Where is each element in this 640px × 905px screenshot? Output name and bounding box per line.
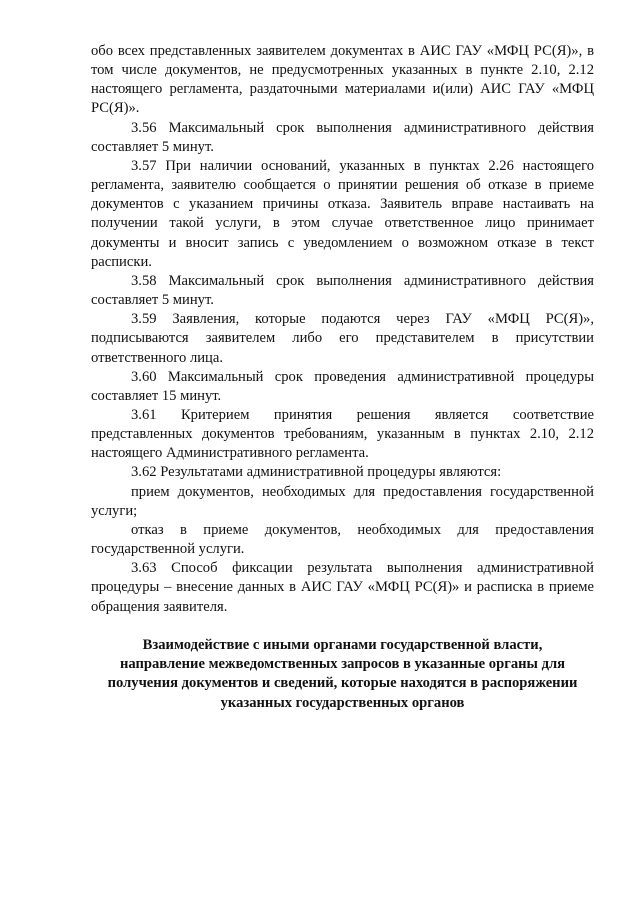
section-heading-line: получения документов и сведений, которые находятся в распоряжении <box>107 675 578 692</box>
paragraph-3-62: 3.62 Результатами административной процедуры являются: <box>131 464 502 481</box>
paragraph-3-63: 3.63 Способ фиксации результата выполнения административной процедуры – внесение данных в АИС ГАУ «МФЦ РС(Я)» и расписка в приеме обращения заявителя. <box>91 560 594 615</box>
section-heading-line: Взаимодействие с иными органами государственной власти, <box>142 636 543 653</box>
section-heading-line: направление межведомственных запросов в указанные органы для <box>119 655 566 672</box>
section-heading <box>91 636 594 713</box>
paragraph-3-57: 3.57 При наличии оснований, указанных в пунктах 2.26 настоящего регламента, заявителю сообщается о принятии решения об отказе в приеме документов с указанием причины отказа. Заявитель вправе настаивать на получении такой услуги, в этом случае ответственное лицо принимает документы и вносит запись с уведомлением о возможном отказе в текст расписки. <box>91 157 594 270</box>
paragraph-continuation: обо всех представленных заявителем документах в АИС ГАУ «МФЦ РС(Я)», в том числе документов, не предусмотренных указанных в пункте 2.10, 2.12 настоящего регламента, раздаточными материалами и(или) АИС ГАУ «МФЦ РС(Я)». <box>91 43 594 117</box>
list-item-refusal: отказ в приеме документов, необходимых для предоставления государственной услуги. <box>91 521 594 558</box>
paragraph-3-59: 3.59 Заявления, которые подаются через ГАУ «МФЦ РС(Я)», подписываются заявителем либо его представителем в присутствии ответственного лица. <box>91 311 594 366</box>
list-item-acceptance: прием документов, необходимых для предоставления государственной услуги; <box>91 483 594 519</box>
paragraph-3-60: 3.60 Максимальный срок проведения административной процедуры составляет 15 минут. <box>91 368 594 404</box>
paragraph-3-56: 3.56 Максимальный срок выполнения административного действия составляет 5 минут. <box>91 119 594 155</box>
paragraph-3-61: 3.61 Критерием принятия решения является соответствие представленных документов требованиям, указанным в пунктах 2.10, 2.12 настоящего Административного регламента. <box>91 406 594 462</box>
document-body <box>91 42 594 713</box>
paragraph-3-58: 3.58 Максимальный срок выполнения административного действия составляет 5 минут. <box>91 272 594 309</box>
section-heading-line: указанных государственных органов <box>220 694 465 711</box>
